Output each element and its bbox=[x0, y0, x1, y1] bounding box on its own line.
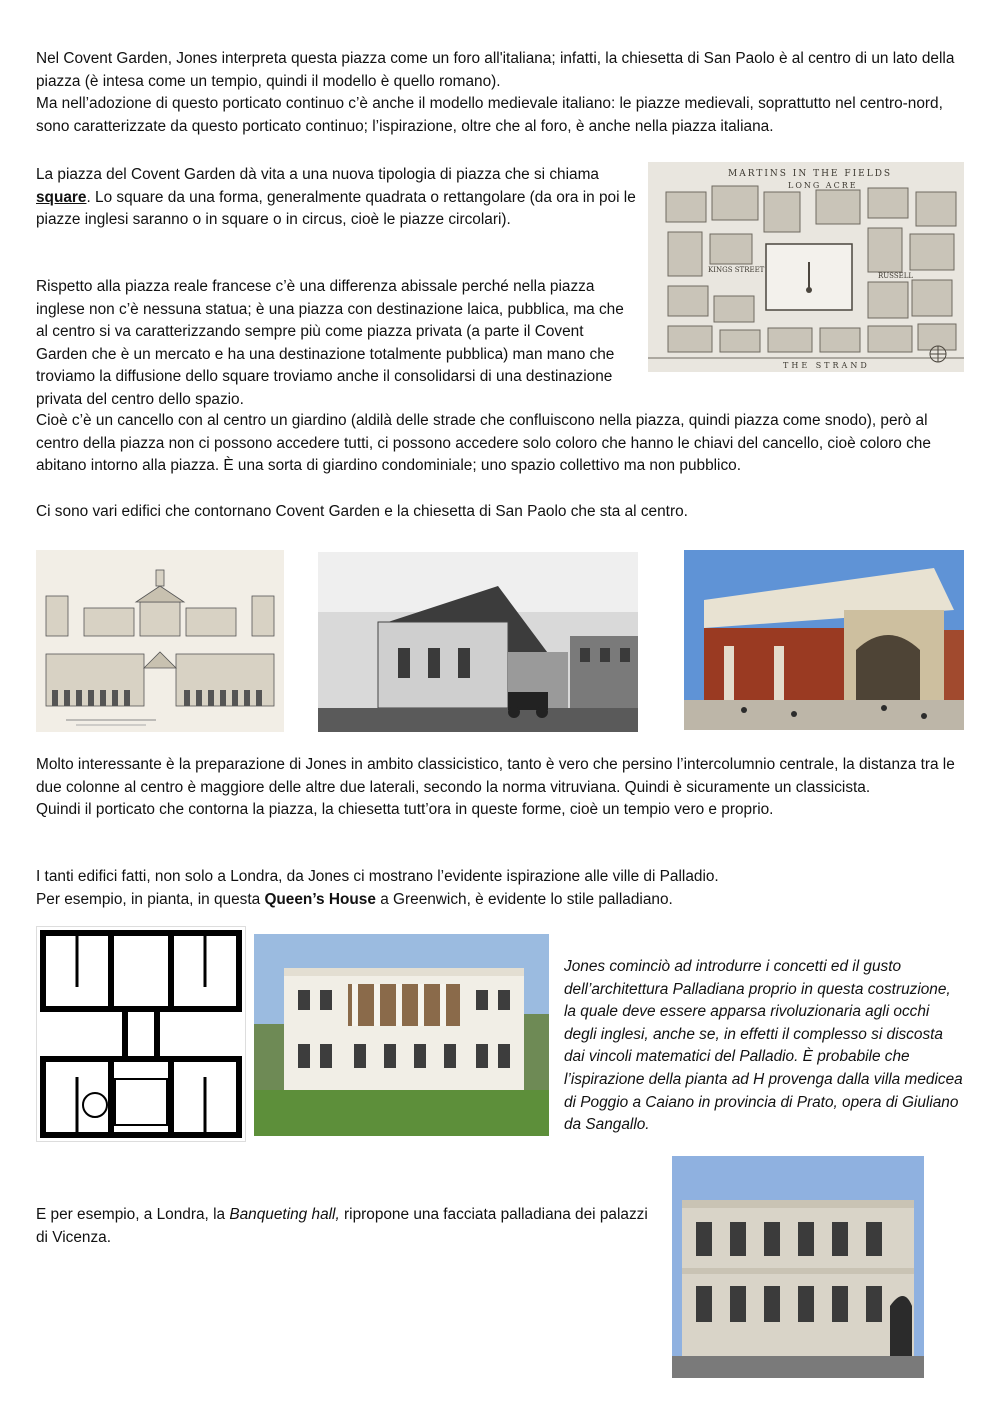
st-paul-portico-photo bbox=[684, 550, 964, 730]
paragraph-forum: Nel Covent Garden, Jones interpreta questa piazza come un foro all'italiana; infatti, la chiesetta di San Paolo è al centro di un lato della piazza (è intesa come un tempio, quindi il modello è quello romano). bbox=[36, 50, 955, 90]
map-label-strand: THE STRAND bbox=[783, 361, 870, 370]
paragraph-intro bbox=[36, 48, 966, 138]
buildings-text: Ci sono vari edifici che contornano Covent Garden e la chiesetta di San Paolo che sta al centro. bbox=[36, 503, 688, 520]
queens-house-text-pre: Per esempio, in pianta, in questa bbox=[36, 890, 265, 908]
covent-garden-map-image bbox=[648, 162, 964, 372]
banqueting-hall-photo bbox=[672, 1156, 924, 1378]
paragraph-square bbox=[36, 164, 636, 232]
paragraph-palladio bbox=[36, 866, 966, 911]
map-label-kings-street: KINGS STREET bbox=[708, 266, 765, 274]
french-comparison-text: Rispetto alla piazza reale francese c’è una differenza abissale perché nella piazza inglese non c’è nessuna statua; è una piazza con destinazione laica, pubblica, ma che al centro si va caratterizzando sempre più come piazza privata (a parte il Covent Garden che è un mercato e ha una destinazione totalmente pubblica) man mano che troviamo la diffusione dello square troviamo anche il consolidarsi di una destinazione privata del centro dello spazio. bbox=[36, 278, 624, 408]
paragraph-gate-garden bbox=[36, 410, 971, 478]
queens-house-floor-plan bbox=[36, 926, 246, 1142]
map-label-top: MARTINS IN THE FIELDS bbox=[728, 169, 893, 179]
queens-house-caption bbox=[564, 956, 966, 1137]
paragraph-buildings bbox=[36, 501, 966, 524]
banqueting-text-post: ripropone una facciata palladiana dei palazzi di Vicenza. bbox=[36, 1206, 648, 1246]
queens-house-term: Queen’s House bbox=[264, 890, 376, 908]
paragraph-classicism bbox=[36, 754, 966, 822]
st-paul-church-historic-photo bbox=[318, 552, 638, 732]
covent-garden-elevation-engraving bbox=[36, 550, 284, 732]
square-text-post: . Lo square da una forma, generalmente quadrata o rettangolare (da ora in poi le piazze inglesi saranno o in square o in circus, cioè le piazze circolari). bbox=[36, 188, 636, 229]
gate-garden-text: Cioè c’è un cancello con al centro un giardino (aldilà delle strade che confluiscono nella piazza, quindi piazza come snodo), però al centro della piazza non ci possono accedere tutti, ci possono accedere solo coloro che hanno le chiavi del cancello, cioè coloro che abitano intorno alla piazza. È una sorta di giardino condominiale; uno spazio collettivo ma non pubblico. bbox=[36, 412, 931, 475]
square-text-pre: La piazza del Covent Garden dà vita a una nuova tipologia di piazza che si chiama bbox=[36, 166, 599, 183]
paragraph-banqueting-hall bbox=[36, 1204, 656, 1249]
classicism-text: Molto interessante è la preparazione di Jones in ambito classicistico, tanto è vero che persino l’intercolumnio centrale, la distanza tra le due colonne al centro è maggiore delle altre due laterali, secondo la norma vitruviana. Quindi è sicuramente un classicista. bbox=[36, 756, 955, 796]
banqueting-text-pre: E per esempio, a Londra, la bbox=[36, 1206, 230, 1223]
map-label-long-acre: LONG ACRE bbox=[788, 181, 858, 190]
paragraph-french-comparison bbox=[36, 276, 636, 412]
square-term: square bbox=[36, 188, 87, 206]
map-label-russell: RUSSELL bbox=[878, 272, 914, 280]
banqueting-term: Banqueting hall, bbox=[229, 1206, 340, 1223]
queens-house-photo bbox=[254, 934, 549, 1136]
queens-house-text-post: a Greenwich, è evidente lo stile palladiano. bbox=[375, 890, 673, 908]
paragraph-medieval-model: Ma nell’adozione di questo porticato continuo c’è anche il modello medievale italiano: le piazze medievali, soprattutto nel centro-nord, sono caratterizzate da questo porticato continuo; l’ispirazione, oltre che al foro, è anche nella piazza italiana. bbox=[36, 95, 943, 135]
caption-text: Jones cominciò ad introdurre i concetti ed il gusto dell’architettura Palladiana proprio in questa costruzione, la quale deve essere apparsa rivoluzionaria agli occhi degli inglesi, anche se, in effetti il complesso si discosta dai vincoli matematici del Palladio. È probabile che l’ispirazione della pianta ad H provenga dalla villa medicea di Poggio a Caiano in provincia di Prato, opera di Giuliano da Sangallo. bbox=[564, 958, 963, 1134]
portico-temple-text: Quindi il porticato che contorna la piazza, la chiesetta tutt’ora in queste forme, cioè un tempio vero e proprio. bbox=[36, 801, 774, 819]
palladio-inspiration-text: I tanti edifici fatti, non solo a Londra, da Jones ci mostrano l’evidente ispirazione alle ville di Palladio. bbox=[36, 868, 719, 885]
